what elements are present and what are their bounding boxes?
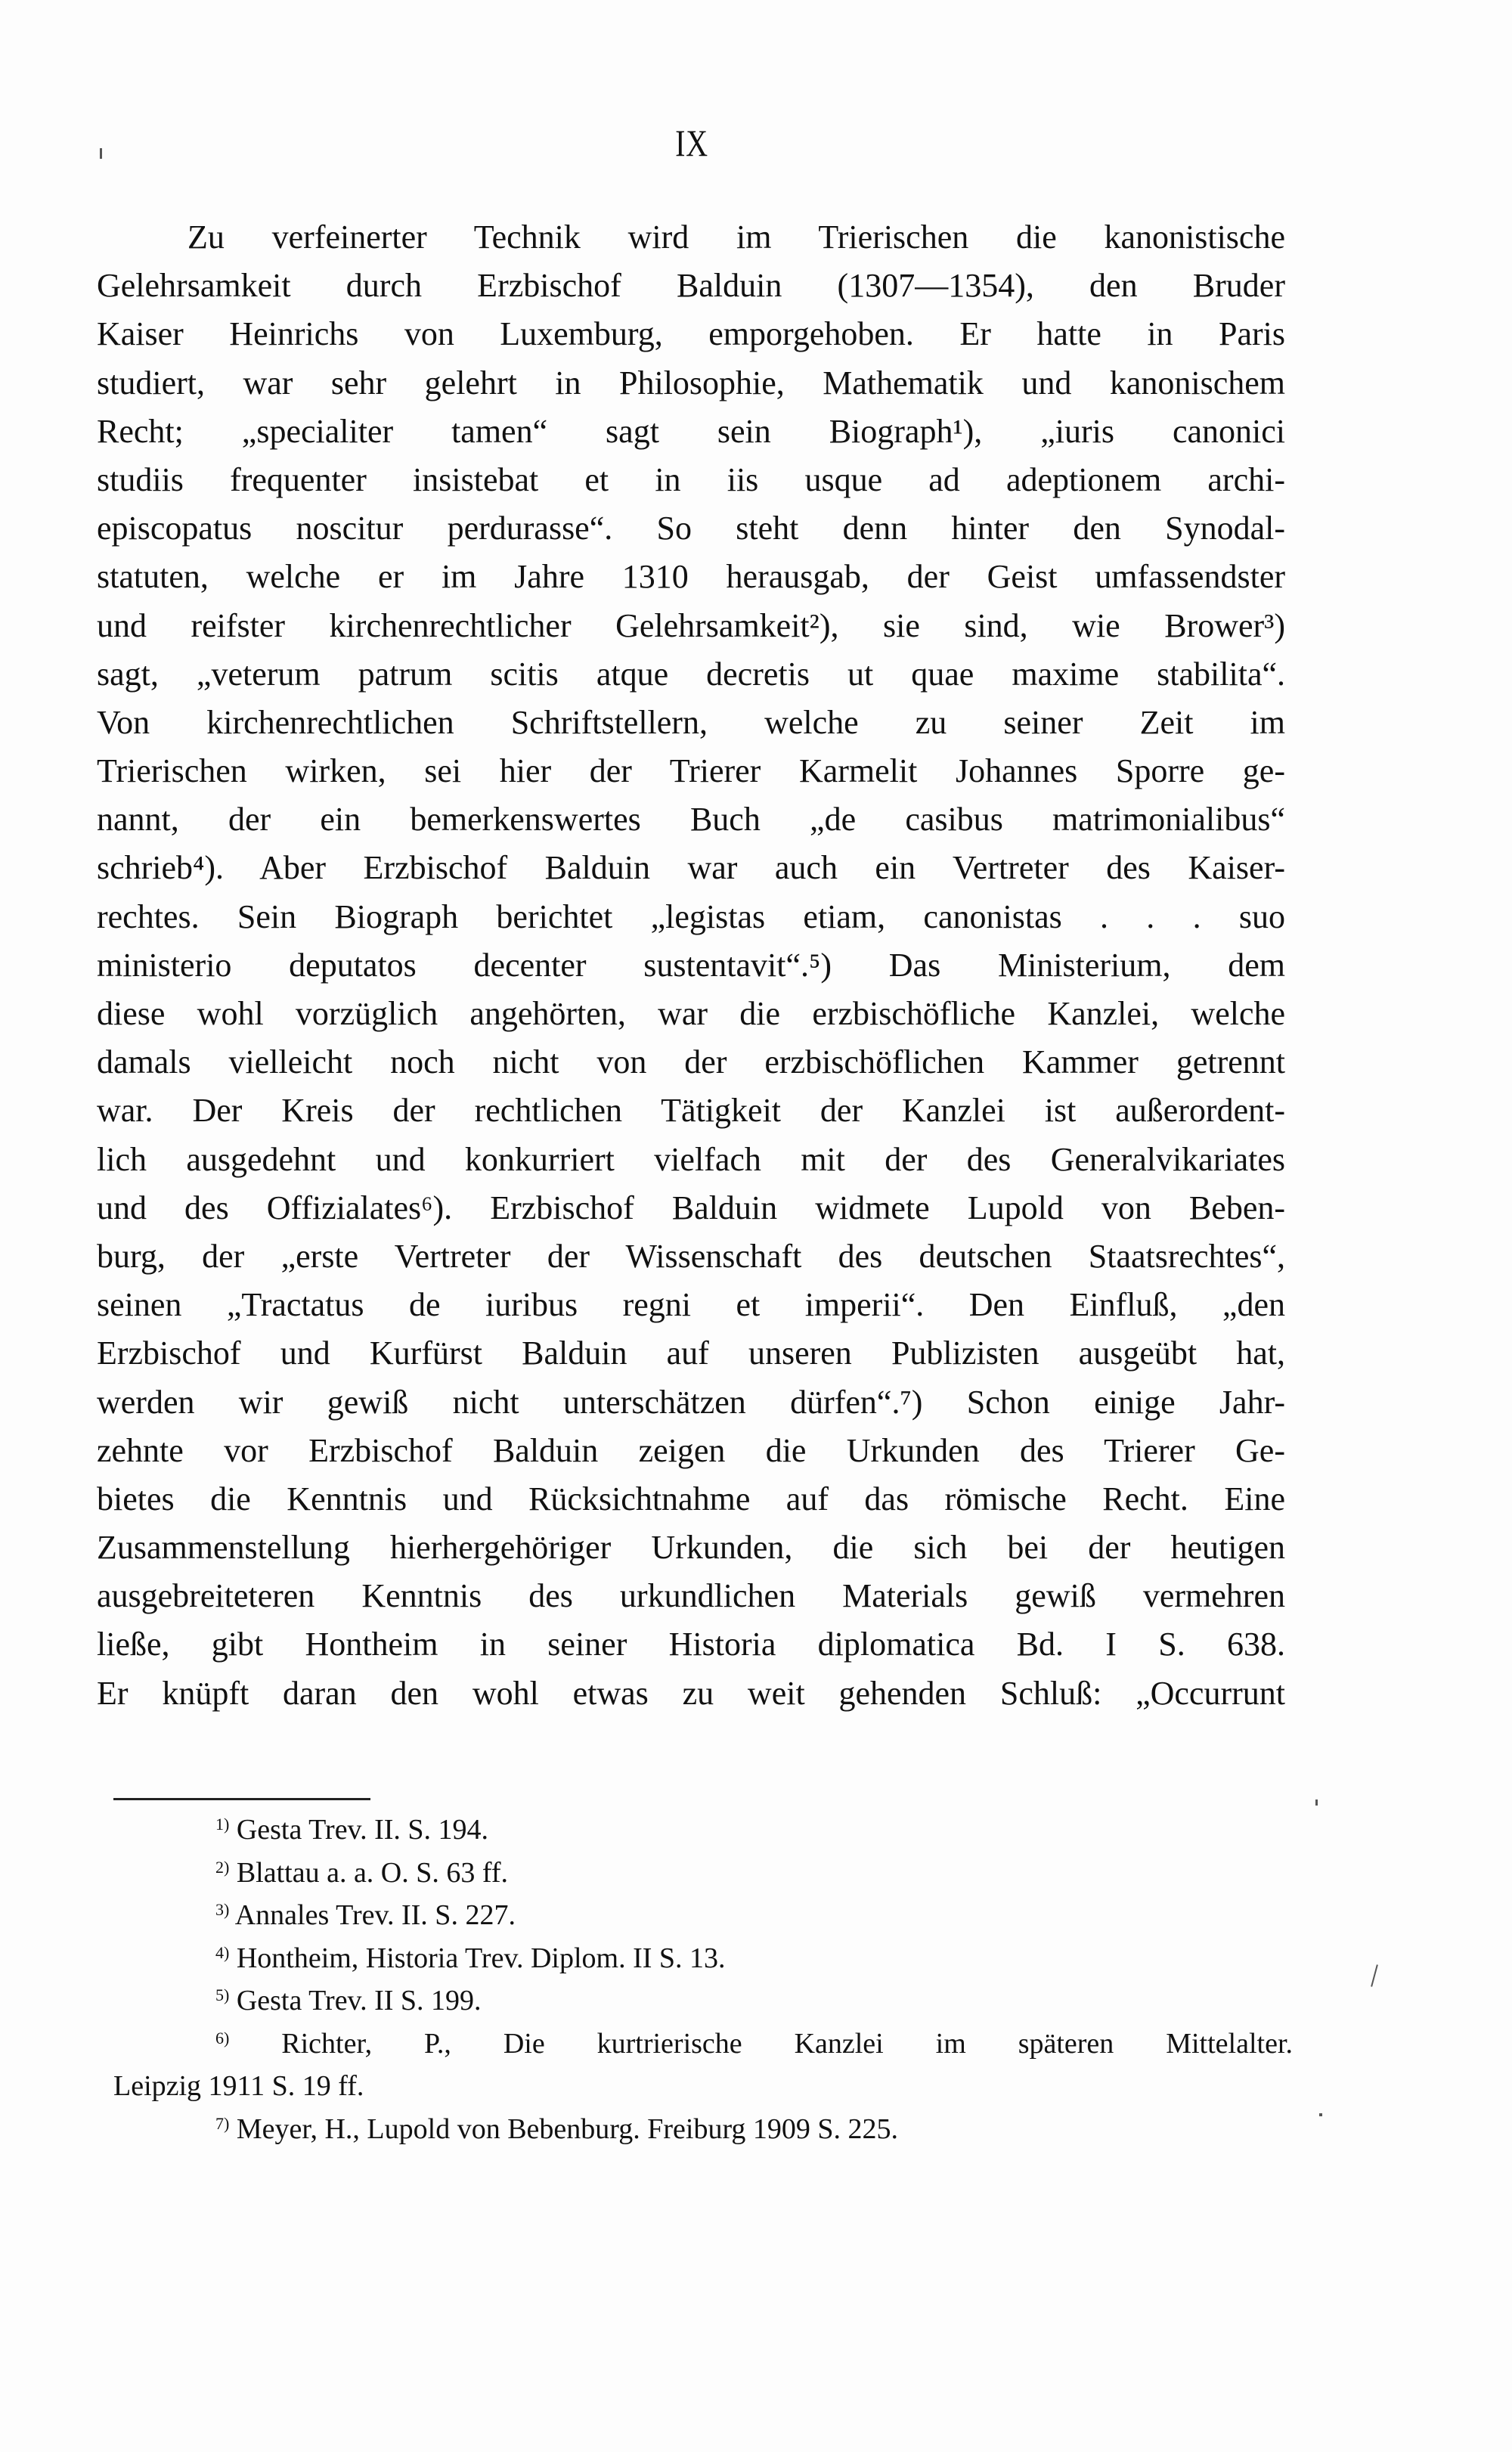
body-text (97, 213, 1285, 1718)
footnote-text: Blattau a. a. O. S. 63 ff. (236, 1856, 509, 1889)
text-line: Kaiser Heinrichs von Luxemburg, emporgehoben. Er hatte in Paris (97, 315, 1285, 353)
footnote-mark: 7) (215, 2113, 230, 2133)
footnote-mark: 4) (215, 1942, 230, 1962)
text-line: Zusammenstellung hierhergehöriger Urkunden, die sich bei der heutigen (97, 1529, 1285, 1567)
text-line: nannt, der ein bemerkenswertes Buch „de casibus matrimonialibus“ (97, 801, 1285, 839)
text-line: und reifster kirchenrechtlicher Gelehrsamkeit²), sie sind, wie Brower³) (97, 606, 1285, 644)
text-line: ließe, gibt Hontheim in seiner Historia diplomatica Bd. I S. 638. (97, 1626, 1285, 1663)
footnote-mark: 5) (215, 1985, 230, 2004)
footnotes (113, 1809, 1293, 2150)
text-line: bietes die Kenntnis und Rücksichtnahme auf das römische Recht. Eine (97, 1480, 1285, 1517)
text-line: studiis frequenter insistebat et in iis usque ad adeptionem archi- (97, 460, 1285, 498)
text-line: sagt, „veterum patrum scitis atque decretis ut quae maxime stabilita“. (97, 655, 1285, 693)
text-line: Er knüpft daran den wohl etwas zu weit gehenden Schluß: „Occurrunt (97, 1674, 1285, 1712)
text-line: lich ausgedehnt und konkurriert vielfach mit der des Generalvikariates (97, 1140, 1285, 1178)
footnote-text: Leipzig 1911 S. 19 ff. (113, 2070, 364, 2102)
text-line: seinen „Tractatus de iuribus regni et imperii“. Den Einfluß, „den (97, 1286, 1285, 1324)
text-line: zehnte vor Erzbischof Balduin zeigen die Urkunden des Trierer Ge- (97, 1431, 1285, 1469)
text-line: damals vielleicht noch nicht von der erzbischöflichen Kammer getrennt (97, 1043, 1285, 1081)
scan-speck (1319, 2113, 1322, 2116)
text-line: burg, der „erste Vertreter der Wissenschaft des deutschen Staatsrechtes“, (97, 1237, 1285, 1275)
scan-speck (100, 148, 102, 159)
text-line: Von kirchenrechtlichen Schriftstellern, welche zu seiner Zeit im (97, 703, 1285, 741)
footnote-1 (113, 1809, 1293, 1852)
text-line: Trierischen wirken, sei hier der Trierer Karmelit Johannes Sporre ge- (97, 752, 1285, 790)
footnote-5 (113, 1979, 1293, 2023)
text-line: Gelehrsamkeit durch Erzbischof Balduin (1307—1354), den Bruder (97, 267, 1285, 305)
footnote-6 (113, 2023, 1293, 2066)
text-line: Recht; „specialiter tamen“ sagt sein Biograph¹), „iuris canonici (97, 412, 1285, 450)
scan-speck (1315, 1799, 1318, 1806)
text-line: schrieb⁴). Aber Erzbischof Balduin war auch ein Vertreter des Kaiser- (97, 849, 1285, 887)
text-line: ausgebreiteteren Kenntnis des urkundlichen Materials gewiß vermehren (97, 1577, 1285, 1615)
footnote-text: Meyer, H., Lupold von Bebenburg. Freiburg 1909 S. 225. (236, 2113, 899, 2145)
footnote-text: Gesta Trev. II. S. 194. (236, 1814, 489, 1846)
footnote-text: Hontheim, Historia Trev. Diplom. II S. 13. (236, 1942, 726, 1974)
text-line: und des Offizialates⁶). Erzbischof Balduin widmete Lupold von Beben- (97, 1189, 1285, 1226)
text-line: studiert, war sehr gelehrt in Philosophie, Mathematik und kanonischem (97, 364, 1285, 401)
text-line: episcopatus noscitur perdurasse“. So steht denn hinter den Synodal- (97, 510, 1285, 547)
page-number: IX (675, 122, 708, 164)
footnote-mark: 1) (215, 1815, 230, 1834)
footnote-4 (113, 1937, 1293, 1980)
footnote-3 (113, 1894, 1293, 1937)
footnote-6-continuation (113, 2065, 1293, 2108)
footnote-mark: 3) (215, 1900, 230, 1919)
text-line: rechtes. Sein Biograph berichtet „legistas etiam, canonistas . . . suo (97, 897, 1285, 935)
footnote-text: Richter, P., Die kurtrierische Kanzlei im späteren Mittelalter. (281, 2027, 1293, 2060)
text-line: ministerio deputatos decenter sustentavit“.⁵) Das Ministerium, dem (97, 946, 1285, 984)
footnote-2 (113, 1852, 1293, 1895)
text-line: Erzbischof und Kurfürst Balduin auf unseren Publizisten ausgeübt hat, (97, 1334, 1285, 1372)
footnote-separator-rule (113, 1798, 370, 1800)
text-line: statuten, welche er im Jahre 1310 herausgab, der Geist umfassendster (97, 558, 1285, 596)
text-line: Zu verfeinerter Technik wird im Trierischen die kanonistische (187, 219, 1285, 256)
footnote-text: Annales Trev. II. S. 227. (234, 1899, 516, 1931)
footnote-mark: 6) (215, 2028, 230, 2047)
text-line: werden wir gewiß nicht unterschätzen dürfen“.⁷) Schon einige Jahr- (97, 1383, 1285, 1421)
footnote-mark: 2) (215, 1857, 230, 1877)
scan-speck (1371, 1964, 1378, 1986)
text-line: diese wohl vorzüglich angehörten, war die erzbischöfliche Kanzlei, welche (97, 995, 1285, 1032)
footnote-7 (113, 2108, 1293, 2151)
text-line: war. Der Kreis der rechtlichen Tätigkeit der Kanzlei ist außerordent- (97, 1092, 1285, 1130)
footnote-text: Gesta Trev. II S. 199. (236, 1985, 482, 2016)
